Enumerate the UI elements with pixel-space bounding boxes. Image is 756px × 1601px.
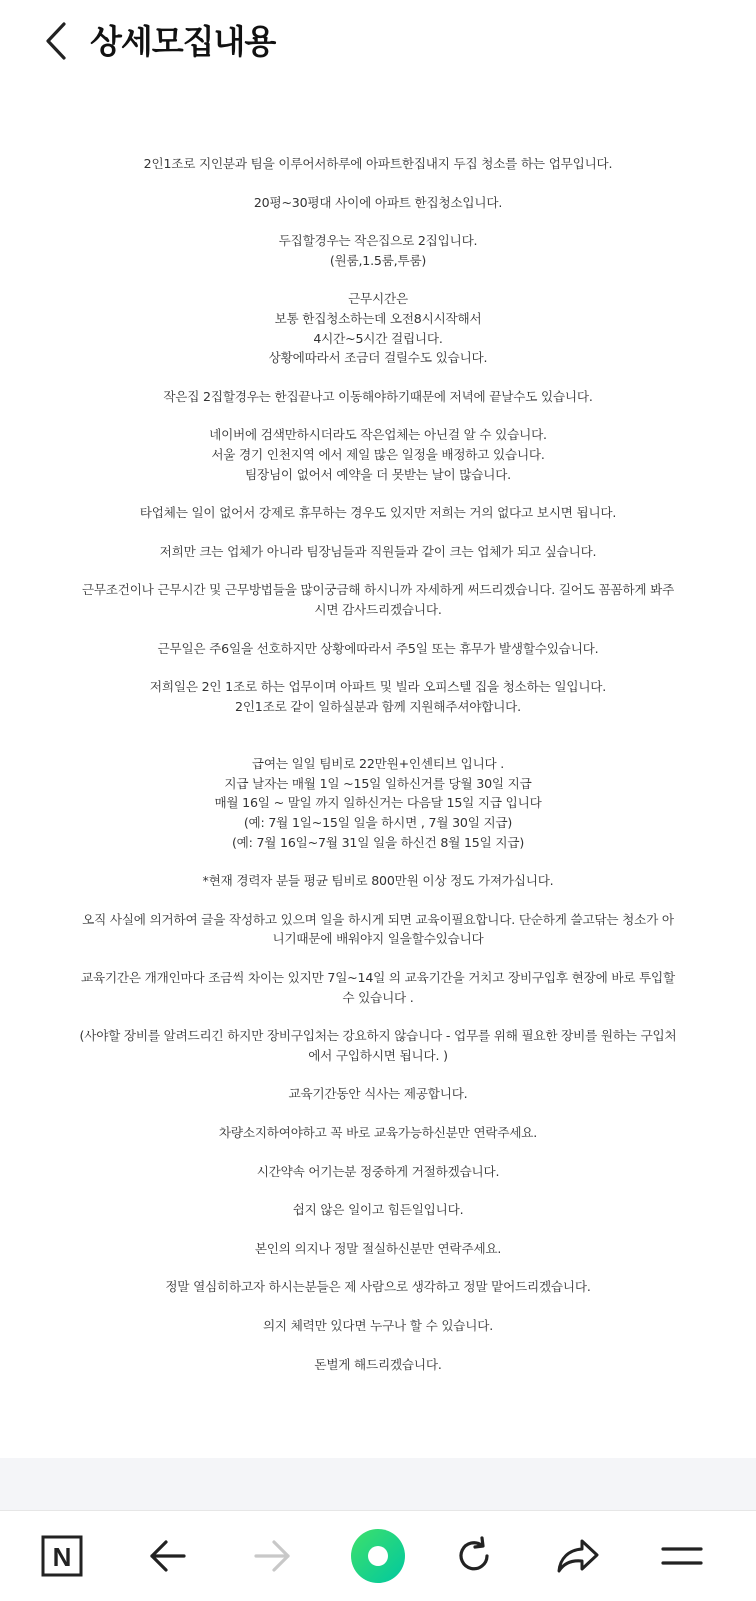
content-paragraph	[60, 387, 696, 407]
arrow-left-icon	[148, 1538, 188, 1574]
content-line: 시간약속 어기는분 정중하게 거절하겠습니다.	[256, 1163, 500, 1179]
content-paragraph	[60, 1355, 696, 1375]
content-line: (원룸,1.5룸,투룸)	[329, 252, 427, 268]
content-line: 4시간~5시간 걸립니다.	[313, 330, 443, 346]
content-line: 네이버에 검색만하시더라도 작은업체는 아닌걸 알 수 있습니다.	[209, 427, 547, 443]
menu-button[interactable]	[642, 1511, 722, 1601]
content-line: 저희만 크는 업체가 아니라 팀장님들과 직원들과 같이 크는 업체가 되고 싶습니다.	[159, 543, 597, 559]
content-paragraph	[60, 1239, 696, 1259]
share-button[interactable]	[538, 1511, 618, 1601]
content-paragraph	[60, 1123, 696, 1143]
content-line: 교육기간은 개개인마다 조금씩 차이는 있지만 7일~14일 의 교육기간을 거치고 장비구입후 현장에 바로 투입할	[81, 970, 675, 986]
content-paragraph	[60, 1162, 696, 1182]
content-line: 근무시간은	[348, 291, 408, 307]
content-line: 타업체는 일이 없어서 강제로 휴무하는 경우도 있지만 저희는 거의 없다고 보시면 됩니다.	[139, 505, 617, 521]
content-paragraph	[60, 193, 696, 213]
content-line: 근무일은 주6일을 선호하지만 상황에따라서 주5일 또는 휴무가 발생할수있습니다.	[157, 640, 599, 656]
naver-home-button[interactable]	[22, 1511, 102, 1601]
refresh-icon	[454, 1536, 494, 1576]
browser-bottom-toolbar	[0, 1510, 756, 1601]
green-dot-button[interactable]	[338, 1511, 418, 1601]
back-nav-button[interactable]	[128, 1511, 208, 1601]
content-line: 20평~30평대 사이에 아파트 한집청소입니다.	[253, 194, 503, 210]
content-line: 정말 열심히하고자 하시는분들은 제 사람으로 생각하고 정말 맡어드리겠습니다.	[165, 1279, 591, 1295]
content-line: 오직 사실에 의거하여 글을 작성하고 있으며 일을 하시게 되면 교육이필요합니다. 단순하게 쓸고닦는 청소가 아	[82, 911, 674, 927]
share-icon	[556, 1537, 600, 1575]
content-line: 2인1조로 같이 일하실분과 함께 지원해주셔야합니다.	[235, 698, 521, 714]
content-paragraph	[60, 1316, 696, 1336]
forward-nav-button[interactable]	[232, 1511, 312, 1601]
svg-text:N: N	[52, 1542, 72, 1572]
content-paragraph	[60, 503, 696, 523]
back-button[interactable]	[36, 20, 76, 62]
content-line: (예: 7월 1일~15일 일을 하시면 , 7월 30일 지급)	[243, 815, 513, 831]
arrow-right-icon	[252, 1538, 292, 1574]
content-paragraph	[60, 1200, 696, 1220]
content-line: 돈벌게 해드리겠습니다.	[314, 1356, 442, 1372]
content-line: 의지 체력만 있다면 누구나 할 수 있습니다.	[262, 1317, 494, 1333]
content-paragraph	[60, 425, 696, 484]
content-line: 팀장님이 없어서 예약을 더 못받는 날이 많습니다.	[245, 466, 511, 482]
content-line: 니기때문에 배워야지 일을할수있습니다	[272, 931, 484, 947]
content-paragraph	[60, 289, 696, 367]
content-line: 에서 구입하시면 됩니다. )	[308, 1047, 448, 1063]
content-paragraph	[60, 1277, 696, 1297]
content-paragraph	[60, 542, 696, 562]
content-line: 시면 감사드리겠습니다.	[314, 601, 442, 617]
content-paragraph	[60, 580, 696, 619]
content-paragraph	[60, 968, 696, 1007]
content-line: 작은집 2집할경우는 한집끝나고 이동해야하기때문에 저녁에 끝날수도 있습니다.	[163, 388, 593, 404]
content-line: 매월 16일 ~ 말일 까지 일하신거는 다음달 15일 지급 입니다	[214, 795, 542, 811]
content-line: 저희일은 2인 1조로 하는 업무이며 아파트 및 빌라 오피스텔 집을 청소하는 일입니다.	[149, 679, 607, 695]
content-line: 지급 날자는 매월 1일 ~15일 일하신거를 당월 30일 지급	[224, 775, 532, 791]
content-paragraph	[60, 639, 696, 659]
content-paragraph	[60, 1084, 696, 1104]
content-line: 보통 한집청소하는데 오전8시시작해서	[274, 310, 482, 326]
content-line: 근무조건이나 근무시간 및 근무방법들을 많이궁금해 하시니까 자세하게 써드리겠습니다. 길어도 꼼꼼하게 봐주	[81, 582, 675, 598]
content-line: *현재 경력자 분들 평균 팀비로 800만원 이상 정도 가져가십니다.	[202, 873, 554, 889]
content-line: 본인의 의지나 정말 절실하신분만 연락주세요.	[254, 1240, 502, 1256]
content-paragraph	[60, 1026, 696, 1065]
content-line: 상황에따라서 조금더 걸릴수도 있습니다.	[268, 350, 488, 366]
content-line: 2인1조로 지인분과 팀을 이루어서하루에 아파트한집내지 두집 청소를 하는 업무입니다.	[143, 156, 613, 171]
content-line: 교육기간동안 식사는 제공합니다.	[288, 1086, 468, 1102]
page-title: 상세모집내용	[90, 22, 276, 61]
content-paragraph	[60, 754, 696, 852]
naver-n-icon	[41, 1535, 83, 1577]
content-paragraph	[60, 871, 696, 891]
page-footer-band	[0, 1458, 756, 1510]
recruitment-details-body	[60, 154, 696, 1374]
content-paragraph	[60, 231, 696, 270]
content-line: 차량소지하여야하고 꼭 바로 교육가능하신분만 연락주세요.	[218, 1125, 538, 1140]
chevron-left-icon	[45, 22, 67, 60]
content-line: 서울 경기 인천지역 에서 제일 많은 일정을 배정하고 있습니다.	[211, 446, 545, 462]
app-header	[0, 0, 756, 80]
menu-icon	[661, 1544, 703, 1568]
content-line: 쉽지 않은 일이고 힘든일입니다.	[292, 1202, 464, 1218]
green-circle-icon	[350, 1528, 406, 1584]
content-line: 수 있습니다 .	[342, 989, 414, 1005]
content-line: 급여는 일일 팀비로 22만원+인센티브 입니다 .	[251, 756, 505, 772]
content-line: 두집할경우는 작은집으로 2집입니다.	[278, 233, 478, 249]
content-line: (사야할 장비를 알려드리긴 하지만 장비구입처는 강요하지 않습니다 - 업무를 위해 필요한 장비를 원하는 구입처	[79, 1028, 677, 1044]
content-paragraph	[60, 910, 696, 949]
refresh-button[interactable]	[434, 1511, 514, 1601]
content-paragraph	[60, 154, 696, 174]
content-line: (예: 7월 16일~7월 31일 일을 하신건 8월 15일 지급)	[231, 834, 525, 850]
content-paragraph	[60, 677, 696, 716]
